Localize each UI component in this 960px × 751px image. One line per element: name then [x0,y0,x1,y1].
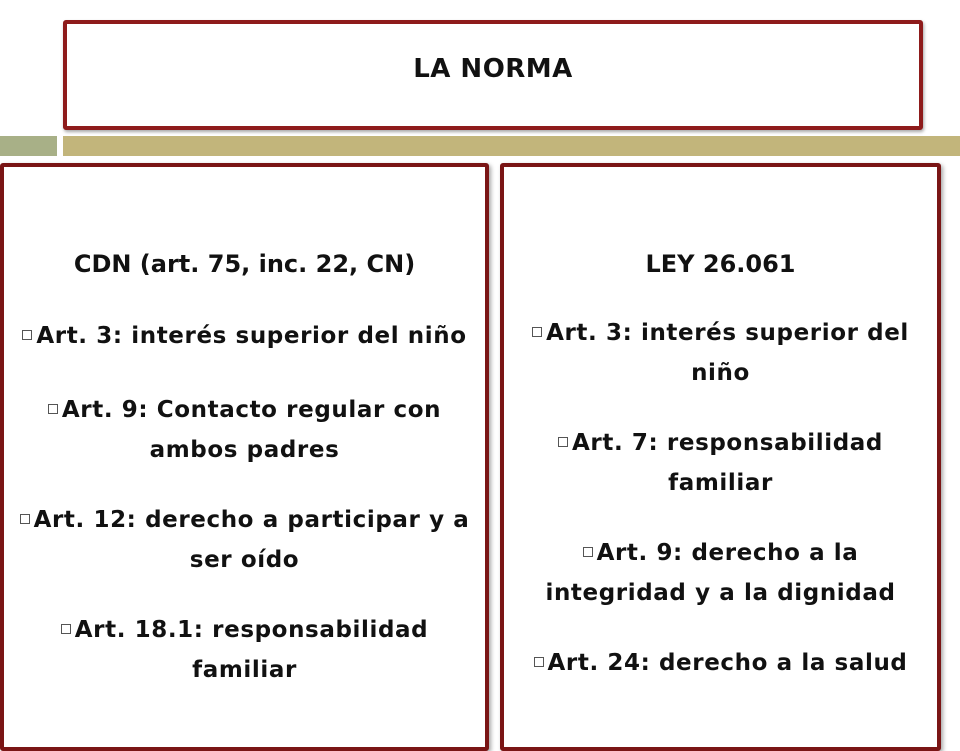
title-box [63,20,923,130]
bullet-icon [48,404,58,414]
bullet-icon [532,327,542,337]
left-panel-heading: CDN (art. 75, inc. 22, CN) [73,250,416,278]
left-item-3 [4,500,485,580]
bullet-icon [20,514,30,524]
bullet-icon [583,547,593,557]
accent-bar-left [0,136,57,156]
right-item-1 [504,313,937,393]
left-item-2 [4,390,485,470]
right-item-2 [504,423,937,503]
bullet-icon [534,657,544,667]
slide-title: LA NORMA [413,54,573,84]
right-item-4-text: Art. 24: derecho a la salud [547,650,908,676]
left-panel [0,163,489,751]
left-item-3-text: Art. 12: derecho a participar y a ser oído [33,507,470,573]
right-item-3 [504,533,937,613]
accent-bar-right [63,136,960,156]
left-item-4 [4,610,485,690]
right-panel-heading: LEY 26.061 [645,250,796,278]
left-item-2-text: Art. 9: Contacto regular con ambos padres [61,397,442,463]
left-item-1-text: Art. 3: interés superior del niño [36,323,467,349]
bullet-icon [22,330,32,340]
right-item-2-text: Art. 7: responsabilidad familiar [572,430,883,496]
bullet-icon [61,624,71,634]
right-item-4 [504,643,937,683]
bullet-icon [558,437,568,447]
right-panel [500,163,941,751]
right-item-3-text: Art. 9: derecho a la integridad y a la dignidad [545,540,896,606]
right-item-1-text: Art. 3: interés superior del niño [546,320,909,386]
left-item-1 [4,316,485,356]
left-item-4-text: Art. 18.1: responsabilidad familiar [74,617,429,683]
